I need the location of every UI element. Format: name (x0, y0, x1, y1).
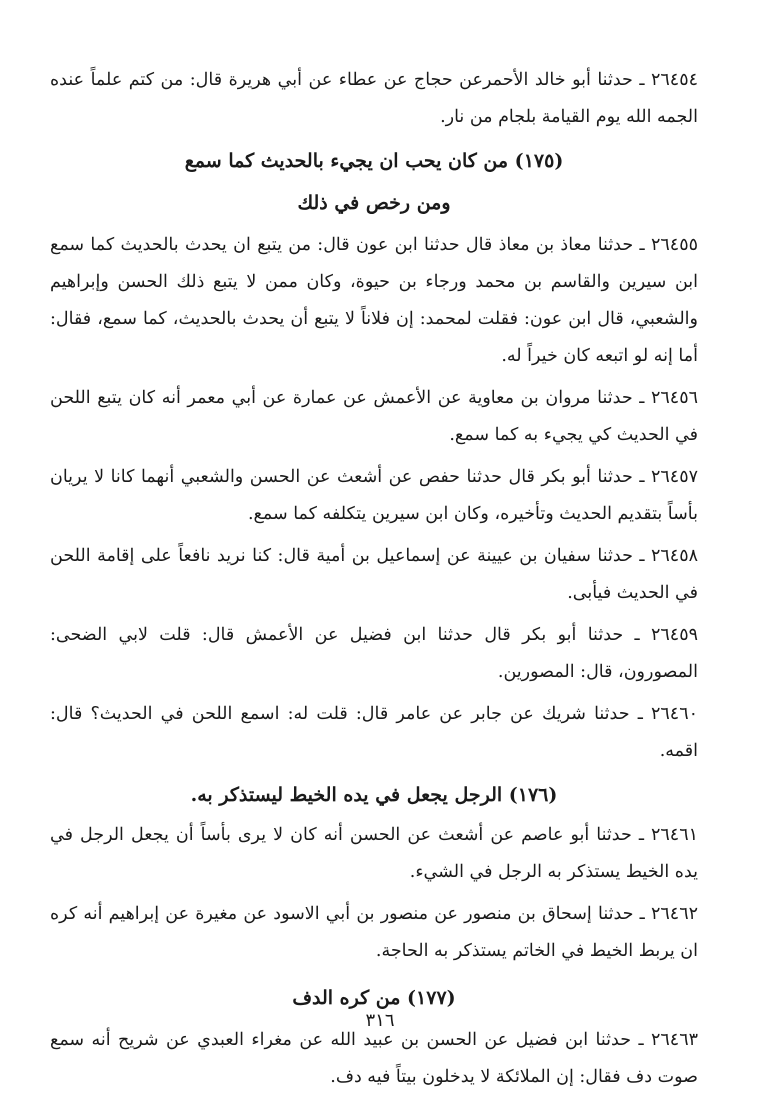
hadith-26459: ٢٦٤٥٩ ـ حدثنا أبو بكر قال حدثنا ابن فضيل عن الأعمش قال: قلت لابي الضحى: المصورون، قال: المصورين. (50, 625, 698, 682)
hadith-26454: ٢٦٤٥٤ ـ حدثنا أبو خالد الأحمرعن حجاج عن عطاء عن أبي هريرة قال: من كتم علماً عنده الجمه الله يوم القيامة بلجام من نار. (50, 70, 698, 127)
page-number: ٣١٦ (365, 1010, 395, 1031)
hadith-26457: ٢٦٤٥٧ ـ حدثنا أبو بكر قال حدثنا حفص عن أشعث عن الحسن والشعبي أنهما كانا لا يريان بأساً بتقديم الحديث وتأخيره، وكان ابن سيرين يتكلفه كما سمع. (50, 467, 698, 524)
hadith-26463: ٢٦٤٦٣ ـ حدثنا ابن فضيل عن الحسن بن عبيد الله عن مغراء العبدي عن شريح أنه سمع صوت دف فقال: إن الملائكة لا يدخلون بيتاً فيه دف. (50, 1030, 698, 1087)
hadith-26458: ٢٦٤٥٨ ـ حدثنا سفيان بن عيينة عن إسماعيل بن أمية قال: كنا نريد نافعاً على إقامة اللحن في الحديث فيأبى. (50, 546, 698, 603)
hadith-26462: ٢٦٤٦٢ ـ حدثنا إسحاق بن منصور عن منصور بن أبي الاسود عن مغيرة عن إبراهيم أنه كره ان يربط الخيط في الخاتم يستذكر به الحاجة. (50, 904, 698, 961)
chapter-177-title: (١٧٧) من كره الدف (292, 987, 456, 1009)
hadith-26460: ٢٦٤٦٠ ـ حدثنا شريك عن جابر عن عامر قال: قلت له: اسمع اللحن في الحديث؟ قال: اقمه. (50, 704, 698, 761)
hadith-26456: ٢٦٤٥٦ ـ حدثنا مروان بن معاوية عن الأعمش عن عمارة عن أبي معمر أنه كان يتبع اللحن في الحديث كي يجيء به كما سمع. (50, 388, 698, 445)
chapter-175-title: (١٧٥) من كان يحب ان يجيء بالحديث كما سمع (184, 150, 564, 172)
hadith-26455: ٢٦٤٥٥ ـ حدثنا معاذ بن معاذ قال حدثنا ابن عون قال: من يتبع ان يحدث بالحديث كما سمع ابن سيرين والقاسم بن محمد ورجاء بن حيوة، وكان ممن لا يتبع ذلك الحسن وإبراهيم والشعبي، قال ابن عون: فقلت لمحمد: إن فلاناً لا يتبع أن يحدث بالحديث، كما سمع، فقال: أما إنه لو اتبعه كان خيراً له. (50, 235, 698, 366)
chapter-175-subtitle: ومن رخص في ذلك (297, 192, 451, 214)
hadith-26461: ٢٦٤٦١ ـ حدثنا أبو عاصم عن أشعث عن الحسن أنه كان لا يرى بأساً أن يجعل الرجل في يده الخيط يستذكر به الرجل في الشيء. (50, 825, 698, 882)
chapter-176-title: (١٧٦) الرجل يجعل في يده الخيط ليستذكر به. (190, 784, 558, 806)
